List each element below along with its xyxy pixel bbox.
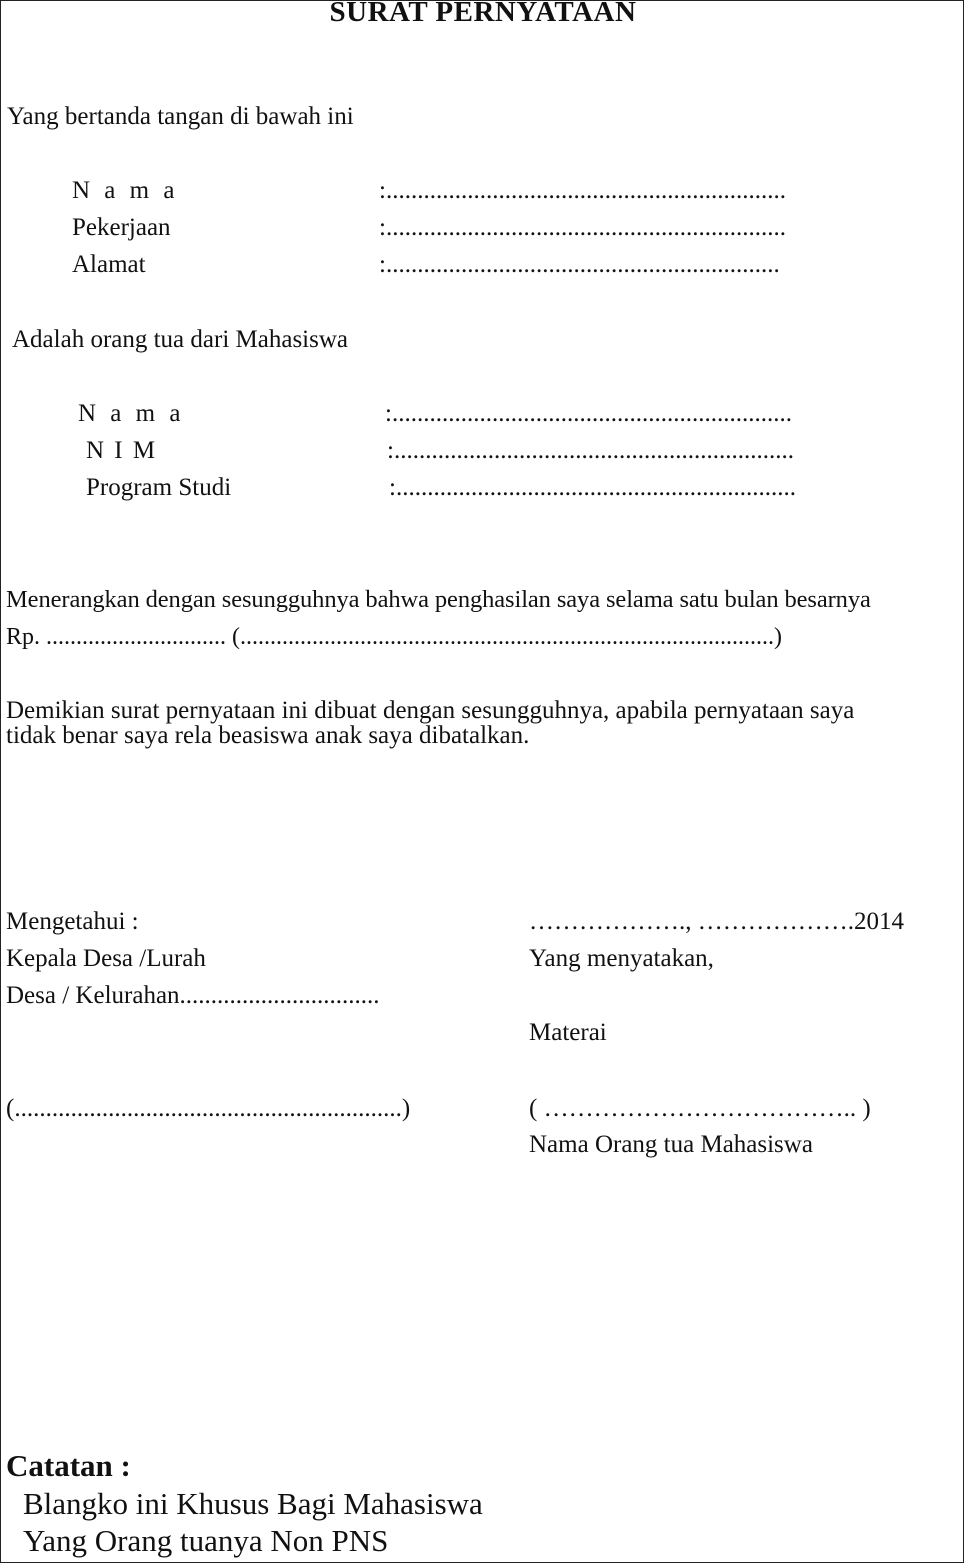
materai-label: Materai: [529, 1019, 607, 1046]
student-prodi-field: :................................................................: [389, 474, 796, 501]
closing-line-2: tidak benar saya rela beasiswa anak saya dibatalkan.: [6, 722, 530, 749]
income-amount-line: Rp. .............................. (.........................................................................................): [6, 624, 782, 650]
note-heading: Catatan :: [6, 1448, 131, 1483]
mengetahui-label: Mengetahui :: [6, 908, 139, 935]
note-line-2: Yang Orang tuanya Non PNS: [23, 1523, 389, 1558]
parent-pekerjaan-label: Pekerjaan: [72, 214, 171, 241]
student-nim-field: :................................................................: [387, 437, 794, 464]
desa-kelurahan-line: Desa / Kelurahan................................: [6, 982, 380, 1009]
intro-text: Yang bertanda tangan di bawah ini: [7, 103, 354, 130]
parent-alamat-label: Alamat: [72, 251, 146, 278]
yang-menyatakan-label: Yang menyatakan,: [529, 945, 714, 972]
student-nama-label: N a m a: [78, 400, 185, 427]
student-nama-field: :................................................................: [385, 400, 792, 427]
student-prodi-label: Program Studi: [86, 474, 232, 501]
place-date-line: ………………., ……………….2014: [529, 908, 904, 935]
parent-nama-label: N a m a: [72, 177, 179, 204]
parent-alamat-field: :...............................................................: [379, 251, 780, 278]
document-title: SURAT PERNYATAAN: [329, 0, 637, 28]
lurah-signature-blank: (..............................................................): [6, 1095, 411, 1122]
parent-pekerjaan-field: :................................................................: [379, 214, 786, 241]
note-line-1: Blangko ini Khusus Bagi Mahasiswa: [23, 1486, 483, 1521]
kepala-desa-label: Kepala Desa /Lurah: [6, 945, 206, 972]
parent-signature-caption: Nama Orang tua Mahasiswa: [529, 1131, 813, 1158]
income-statement: Menerangkan dengan sesungguhnya bahwa penghasilan saya selama satu bulan besarnya: [6, 586, 871, 613]
student-nim-label: N I M: [86, 437, 158, 464]
relation-text: Adalah orang tua dari Mahasiswa: [12, 326, 348, 353]
parent-signature-blank: ( ……………………………….. ): [529, 1095, 871, 1122]
closing-line-1: Demikian surat pernyataan ini dibuat dengan sesungguhnya, apabila pernyataan saya: [6, 697, 855, 724]
parent-nama-field: :................................................................: [379, 177, 786, 204]
